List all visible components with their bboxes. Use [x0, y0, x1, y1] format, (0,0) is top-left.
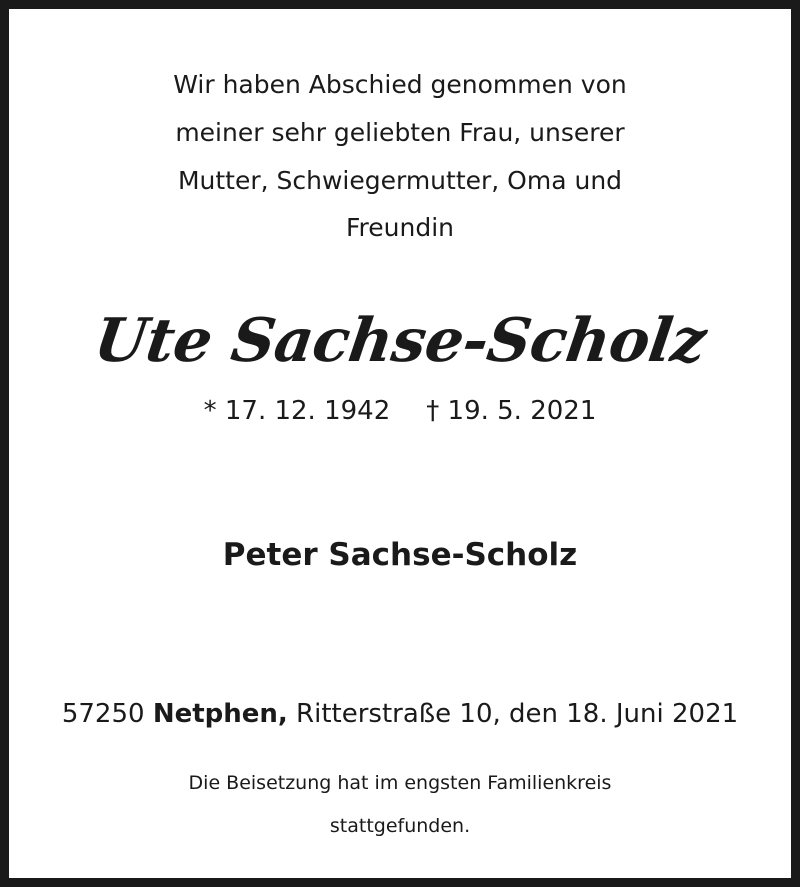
intro-line-2: meiner sehr geliebten Frau, unserer	[175, 118, 625, 147]
life-dates	[9, 391, 791, 431]
burial-note-line-2: stattgefunden.	[329, 815, 471, 837]
deceased-name: Ute Sachse-Scholz	[89, 306, 711, 376]
death-date: † 19. 5. 2021	[426, 396, 597, 426]
birth-date: * 17. 12. 1942	[203, 396, 391, 426]
address-town: Netphen,	[152, 699, 288, 729]
address-postcode: 57250	[61, 699, 145, 729]
intro-line-3: Mutter, Schwiegermutter, Oma und	[177, 166, 623, 195]
intro-line-1: Wir haben Abschied genommen von	[173, 70, 627, 99]
intro-line-4: Freundin	[345, 213, 455, 242]
address-line	[9, 694, 791, 734]
burial-note-line-1: Die Beisetzung hat im engsten Familienkreis	[188, 772, 612, 794]
address-street-date: Ritterstraße 10, den 18. Juni 2021	[296, 699, 739, 729]
mourner-name: Peter Sachse-Scholz	[222, 537, 578, 573]
